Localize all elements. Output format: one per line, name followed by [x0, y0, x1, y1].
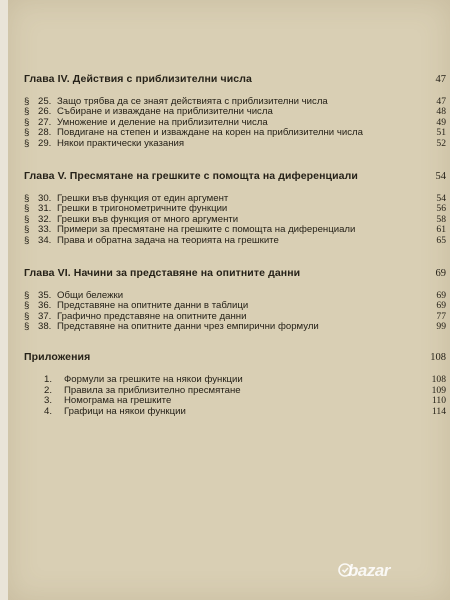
chapter-title: Глава IV. Действия с приблизителни числа: [24, 73, 252, 85]
chapter-title: Глава VI. Начини за представяне на опитните данни: [24, 266, 301, 279]
appendix: [24, 351, 448, 417]
toc-entry: 1. Формули за грешките на някои функции 108: [44, 374, 446, 386]
toc-entry: 3. Номограма на грешките 110: [44, 395, 446, 407]
toc-entry: § 29. Някои практически указания 52: [24, 137, 446, 149]
toc-entry: 2. Правила за приблизително пресмятане 109: [44, 384, 446, 396]
chapter-5: [24, 170, 448, 246]
chapter-page: 69: [435, 267, 446, 279]
toc-entry: § 38. Представяне на опитните данни чрез емпирични формули 99: [24, 321, 446, 333]
chapter-heading: [24, 73, 448, 89]
toc-entry: § 25. Защо трябва да се знаят действията с приблизителни числа 47: [24, 96, 446, 107]
table-of-contents: [24, 73, 448, 417]
watermark-logo: bazar: [348, 561, 390, 580]
toc-entry: § 28. Повдигане на степен и изваждане на корен на приблизителни числа 51: [24, 127, 446, 139]
chapter-4: [24, 73, 448, 149]
toc-entry: § 31. Грешки в тригонометричните функции 56: [24, 203, 446, 215]
appendix-page: 108: [430, 352, 446, 364]
chapter-title: Глава V. Пресмятане на грешките с помощта на диференциали: [24, 169, 358, 182]
toc-entry: § 35. Общи бележки 69: [24, 289, 446, 301]
toc-entry: § 36. Представяне на опитните данни в таблици 69: [24, 300, 446, 312]
toc-entry: § 37. Графично представяне на опитните данни 77: [24, 310, 446, 322]
toc-entry: 4. Графици на някои функции 114: [44, 405, 446, 417]
book-page: [8, 0, 450, 600]
appendix-title: Приложения: [24, 351, 91, 364]
chapter-heading: [24, 267, 448, 283]
toc-entry: § 30. Грешки във функция от един аргумент 54: [24, 192, 446, 204]
chapter-page: 47: [435, 74, 446, 85]
chapter-heading: [24, 170, 448, 186]
toc-entry: § 26. Събиране и изваждане на приблизителни числа 48: [24, 106, 446, 118]
chapter-6: [24, 267, 448, 333]
toc-entry: § 32. Грешки във функция от много аргументи 58: [24, 213, 446, 225]
chapter-page: 54: [435, 170, 446, 182]
toc-entry: § 33. Примери за пресмятане на грешките с помощта на диференциали 61: [24, 224, 446, 236]
appendix-heading: [24, 351, 448, 367]
toc-entry: § 27. Умножение и деление на приблизителни числа 49: [24, 116, 446, 128]
toc-entry: § 34. Права и обратна задача на теорията на грешките 65: [24, 234, 446, 246]
